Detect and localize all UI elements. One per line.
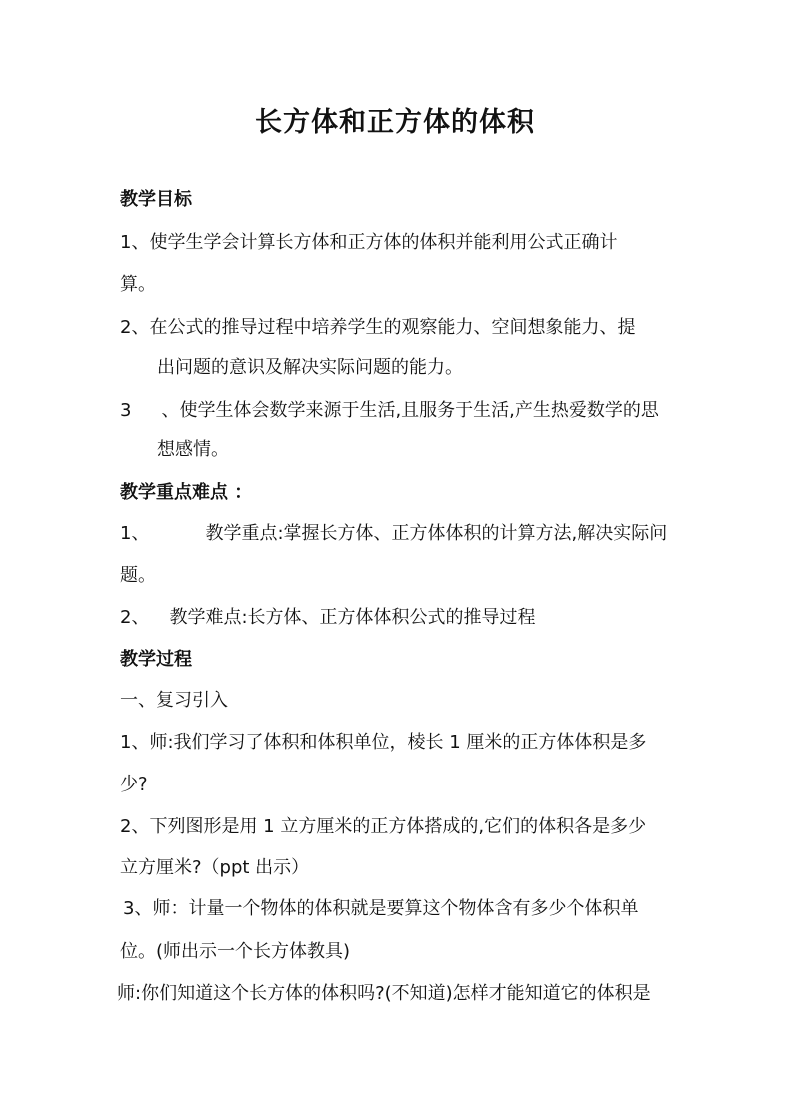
- page-title: 长方体和正方体的体积: [255, 107, 535, 138]
- goal-3-line-2: 想感情。: [157, 439, 229, 460]
- process-1-line-1: 1、师:我们学习了体积和体积单位，棱长 1 厘米的正方体体积是多: [120, 732, 647, 753]
- section-heading-key-points: 教学重点难点 ：: [120, 482, 253, 503]
- process-2-line-2: 立方厘米?（ppt 出示）: [120, 857, 310, 878]
- goal-2-line-2: 出问题的意识及解决实际问题的能力。: [157, 357, 463, 378]
- process-3-line-2: 位。(师出示一个长方体教具): [120, 941, 351, 962]
- goal-1-line-1: 1、使学生学会计算长方体和正方体的体积并能利用公式正确计: [120, 232, 618, 253]
- goal-1-line-2: 算。: [120, 274, 156, 295]
- goal-2-line-1: 2、在公式的推导过程中培养学生的观察能力、空间想象能力、提: [120, 317, 636, 338]
- section-heading-goals: 教学目标: [120, 189, 192, 210]
- process-4-line-1: 师:你们知道这个长方体的体积吗?(不知道)怎样才能知道它的体积是: [117, 983, 651, 1004]
- key-1-line-1: [120, 522, 667, 546]
- key-2-text: 教学难点:长方体、正方体体积公式的推导过程: [169, 607, 536, 628]
- section-heading-process: 教学过程: [120, 649, 192, 670]
- process-2-line-1: 2、下列图形是用 1 立方厘米的正方体搭成的,它们的体积各是多少: [120, 816, 647, 837]
- process-subheading-review: 一、复习引入: [120, 690, 228, 711]
- goal-3-line-1: [120, 399, 659, 423]
- key-1-number: 1、: [120, 523, 150, 544]
- key-1-text: 教学重点:掌握长方体、正方体体积的计算方法,解决实际问: [205, 523, 668, 544]
- goal-3-text: 、使学生体会数学来源于生活,且服务于生活,产生热爱数学的思: [161, 400, 659, 421]
- key-2-line-1: [120, 606, 536, 630]
- process-1-line-2: 少?: [120, 774, 148, 795]
- key-2-number: 2、: [120, 607, 150, 628]
- key-1-line-2: 题。: [120, 565, 156, 586]
- goal-3-number: 3: [120, 400, 132, 421]
- process-3-line-1: 3、师：计量一个物体的体积就是要算这个物体含有多少个体积单: [123, 898, 639, 919]
